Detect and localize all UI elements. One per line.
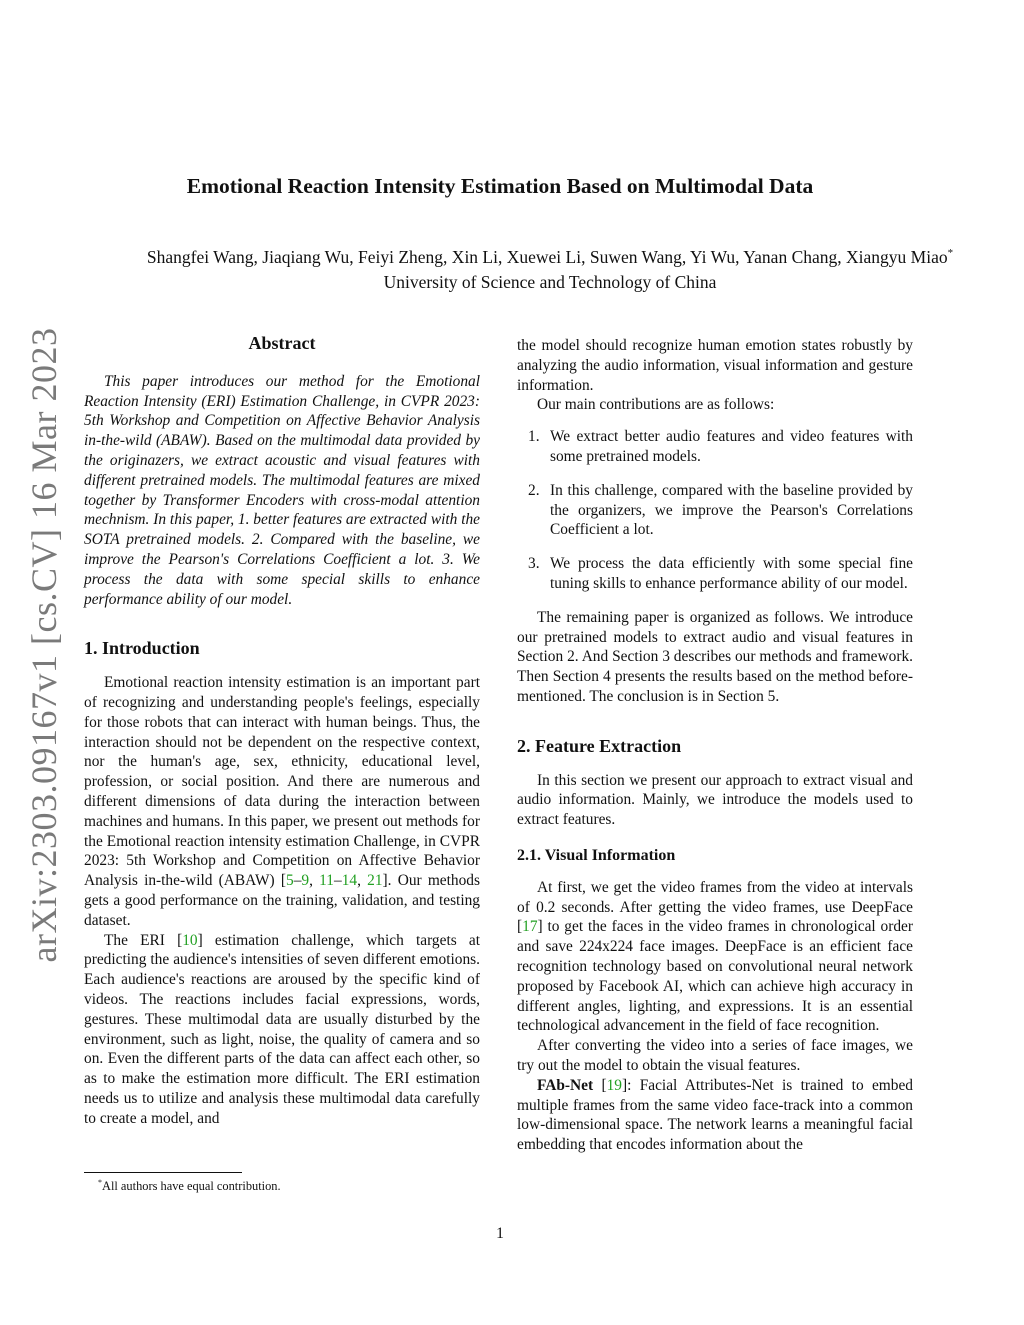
visual-p3-text-b: ]: Facial Attributes-Net is trained to embed multiple frames from the same video face-track into a common low-dimensional space. The network learns a meaningful facial embedding that encodes information about the (517, 1076, 913, 1154)
footnote (98, 1178, 281, 1194)
footnote-rule (84, 1172, 242, 1173)
abstract-heading: Abstract (248, 333, 316, 353)
intro-paragraph-5: The remaining paper is organized as follows. We introduce our pretrained models to extract audio and visual features in Section 2. And Section 3 describes our methods and framework. Then Section 4 presents the results based on the method before-mentioned. The conclusion is in Section 5. (517, 608, 913, 705)
footnote-mark: * (98, 1178, 102, 1187)
intro-p2-text-b: ] estimation challenge, which targets at predicting the audience's intensities of seven different emotions. Each audience's reactions are aroused by the specific kind of videos. The reactions includes facial expressions, words, gestures. These multimodal data are usually disturbed by the environment, such as light, noise, the quality of camera and so on. Even the different parts of the data can affect each other, so as to make the estimation more difficult. The ERI estimation needs us to utilize and analysis these multimodal data carefully to create a model, and (84, 931, 480, 1127)
visual-paragraph-1 (517, 878, 913, 1036)
author-names: Shangfei Wang, Jiaqiang Wu, Feiyi Zheng, Xin Li, Xuewei Li, Suwen Wang, Yi Wu, Yanan Chang, Xiangyu Miao (146, 246, 948, 267)
visual-paragraph-3 (517, 1076, 913, 1155)
list-item (517, 427, 913, 467)
citation-link[interactable]: 11 (319, 872, 334, 890)
visual-information-heading: 2.1. Visual Information (517, 846, 676, 864)
list-item-text: In this challenge, compared with the baseline provided by the organizers, we improve the Pearson's Correlations Coefficient a lot. (550, 481, 913, 539)
list-number: 3. (528, 555, 540, 573)
list-item (517, 554, 913, 594)
arxiv-identifier (22, 327, 66, 963)
left-column (84, 334, 480, 1128)
visual-p1-text-b: ] to get the faces in the video frames in chronological order and save 224x224 face images. DeepFace is an efficient face recognition technology based on convolutional neural network proposed by Facebook AI, which can achieve high accuracy in different angles, lighting, and expressions. It is an essential technological advancement in the field of face recognition. (517, 918, 913, 1035)
citation-link[interactable]: 19 (606, 1076, 622, 1094)
range-dash: – (334, 872, 342, 890)
author-block (60, 241, 1024, 295)
intro-paragraph-4: Our main contributions are as follows: (537, 396, 775, 414)
introduction-heading: 1. Introduction (84, 638, 200, 659)
list-item-text: We extract better audio features and video features with some pretrained models. (550, 428, 913, 465)
fabnet-label: FAb-Net (537, 1076, 594, 1094)
citation-link[interactable]: 10 (182, 931, 198, 949)
feature-paragraph-1: In this section we present our approach to extract visual and audio information. Mainly, we introduce the models used to extract features. (517, 771, 913, 829)
intro-p1-text-b: ]. Our methods gets a good performance on the training, validation, and testing dataset. (84, 872, 480, 929)
author-list (60, 241, 1024, 270)
intro-p1-text-a: Emotional reaction intensity estimation is an important part of recognizing and understanding people's feelings, especially for those robots that can interact with human beings. Thus, the interaction should not be dependent on the respective context, nor the human's age, sex, ethnicity, educational level, profession, or social position. And there are numerous and different dimensions of data during the interaction between machines and humans. In this paper, we present out methods for the Emotional reaction intensity estimation Challenge, in CVPR 2023: 5th Workshop and Competition on Affective Behavior Analysis in-the-wild (ABAW) [ (84, 674, 480, 890)
citation-link[interactable]: 5 (286, 872, 294, 890)
contribution-list (517, 427, 913, 594)
list-number: 2. (528, 481, 540, 499)
citation-separator: , (309, 872, 320, 890)
abstract-section (84, 372, 480, 610)
visual-paragraph-2: After converting the video into a series of face images, we try out the model to obtain the visual features. (517, 1037, 913, 1074)
citation-link[interactable]: 9 (301, 872, 310, 890)
visual-p3-text-a: [ (593, 1076, 607, 1094)
intro-paragraph-1 (84, 673, 480, 930)
intro-paragraph-3: the model should recognize human emotion states robustly by analyzing the audio information, visual information and gesture information. (517, 337, 913, 394)
right-column (517, 336, 913, 1155)
citation-separator: , (357, 872, 368, 890)
intro-p2-text-a: The ERI [ (104, 931, 183, 949)
visual-p1-text-a: At first, we get the video frames from the video at intervals of 0.2 seconds. After getting the video frames, use DeepFace [ (517, 878, 913, 936)
citation-link[interactable]: 17 (522, 918, 538, 936)
citation-link[interactable]: 14 (341, 872, 358, 890)
affiliation: University of Science and Technology of China (383, 271, 717, 292)
arxiv-identifier-text: arXiv:2303.09167v1 [cs.CV] 16 Mar 2023 (24, 327, 64, 963)
page-number: 1 (496, 1225, 504, 1242)
footnote-text: All authors have equal contribution. (102, 1179, 281, 1194)
abstract-text: This paper introduces our method for the Emotional Reaction Intensity (ERI) Estimation Challenge, in CVPR 2023: 5th Workshop and Competition on Affective Behavior Analysis in-the-wild (ABAW). Based on the multimodal data provided by the originazers, we extract acoustic and visual features with different pretrained models. The multimodal features are mixed together by Transformer Encoders with cross-modal attention mechnism. In this paper, 1. better features are extracted with the SOTA pretrained models. 2. Compared with the baseline, we improve the Pearson's Correlations Coefficient a lot. 3. We process the data with some special skills to enhance performance ability of our model. (84, 372, 480, 608)
list-item-text: We process the data efficiently with some special fine tuning skills to enhance performance ability of our model. (550, 555, 913, 592)
intro-paragraph-2 (84, 931, 480, 1129)
citation-link[interactable]: 21 (367, 872, 383, 890)
list-number: 1. (528, 428, 540, 446)
list-item (517, 481, 913, 540)
range-dash: – (293, 872, 302, 890)
paper-title: Emotional Reaction Intensity Estimation Based on Multimodal Data (186, 174, 814, 198)
author-footnote-mark: * (947, 247, 954, 259)
feature-extraction-heading: 2. Feature Extraction (517, 735, 682, 756)
